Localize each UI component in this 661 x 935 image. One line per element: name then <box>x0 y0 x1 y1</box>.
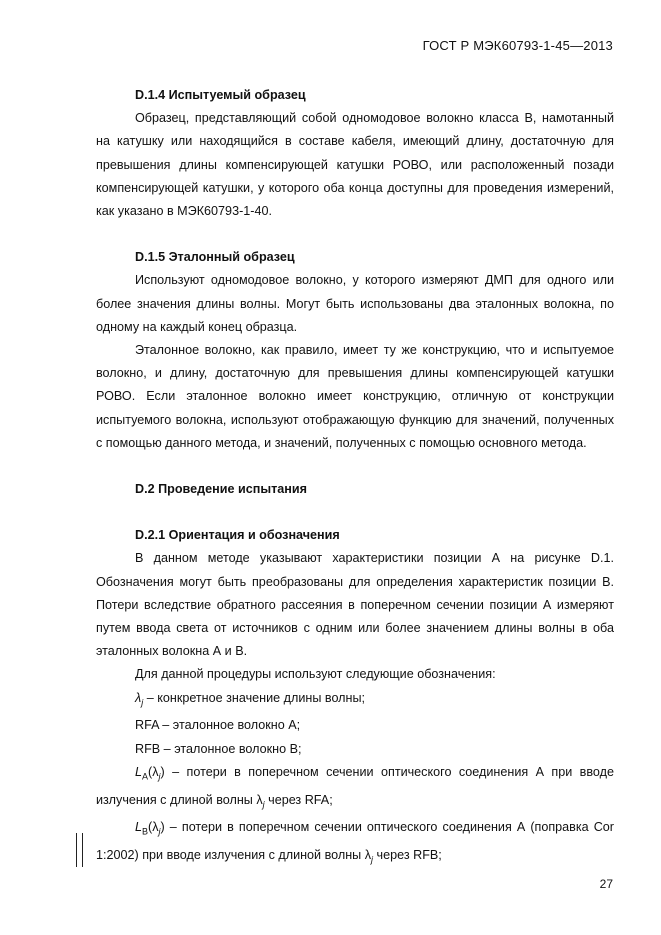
paragraph: В данном методе указывают характеристики позиции А на рисунке D.1. Обозначения могут быть преобразованы для определения характеристик позиции В. Потери вследствие обратного рассеяния в поперечном сечении позиции А измеряют путем ввода света от источников с одним или более значением длины волны в оба эталонных волокна А и В. <box>96 551 614 659</box>
definition-rfa: RFA – эталонное волокно A; <box>135 718 301 733</box>
section-heading-d2: D.2 Проведение испытания <box>135 482 307 497</box>
definition-lb: $L_B(\lambda_j)$ – потери в поперечном сечении оптического соединения А (поправка Cor 1:2002) при вводе излучения с длиной волны $\lambda_j$ через RFB; <box>96 820 614 865</box>
section-heading-d21: D.2.1 Ориентация и обозначения <box>135 528 340 543</box>
section-heading-d15: D.1.5 Эталонный образец <box>135 250 295 265</box>
subscript-A: A <box>142 771 149 782</box>
paragraph: Образец, представляющий собой одномодовое волокно класса В, намотанный на катушку или находящийся в составе кабеля, имеющий длину, достаточную для превышения длины компенсирующей катушки РОВО, или расположенный позади компенсирующей катушки, у которого оба конца доступны для проведения измерений, как указано в МЭК60793-1-40. <box>96 111 614 219</box>
definition-rfb: RFB – эталонное волокно B; <box>135 741 302 756</box>
subscript-B: B <box>142 826 149 837</box>
subscript-j: j <box>141 697 144 708</box>
paragraph: Эталонное волокно, как правило, имеет ту же конструкцию, что и испытуемое волокно, и длину, достаточную для превышения длины компенсирующей катушки РОВО. Если эталонное волокно имеет конструкцию, отличную от конструкции испытуемого волокна, используют отображающую функцию для значений, полученных с помощью данного метода, и значений, полученных с помощью основного метода. <box>96 343 614 450</box>
lambda-symbol: λ <box>135 690 142 705</box>
page-header: ГОСТ Р МЭК60793-1-45—2013 <box>422 38 613 53</box>
definition-text: – конкретное значение длины волны; <box>143 690 366 705</box>
paragraph: Для данной процедуры используют следующие обозначения: <box>135 667 496 682</box>
change-bar-marker <box>76 833 83 867</box>
definition-la: $L_A(\lambda_j)$ – потери в поперечном сечении оптического соединения А при вводе излучения с длиной волны $\lambda_j$ через RFA; <box>96 764 614 810</box>
page-number: 27 <box>599 877 613 891</box>
section-heading-d14: D.1.4 Испытуемый образец <box>135 88 306 102</box>
paragraph: Используют одномодовое волокно, у которого измеряют ДМП для одного или более значения длины волны. Могут быть использованы два эталонных волокна, по одному на каждый конец образца. <box>96 273 614 334</box>
symbol-L: L <box>135 820 143 835</box>
definition-lambda <box>96 687 614 715</box>
definition-text: – потери в поперечном сечении оптического соединения А при вводе излучения с длиной волны <box>96 764 614 807</box>
symbol-L: L <box>135 764 143 779</box>
definition-text: – потери в поперечном сечении оптического соединения А (поправка Cor 1:2002) при вводе излучения с длиной волны <box>96 820 614 862</box>
page-content <box>96 84 614 872</box>
